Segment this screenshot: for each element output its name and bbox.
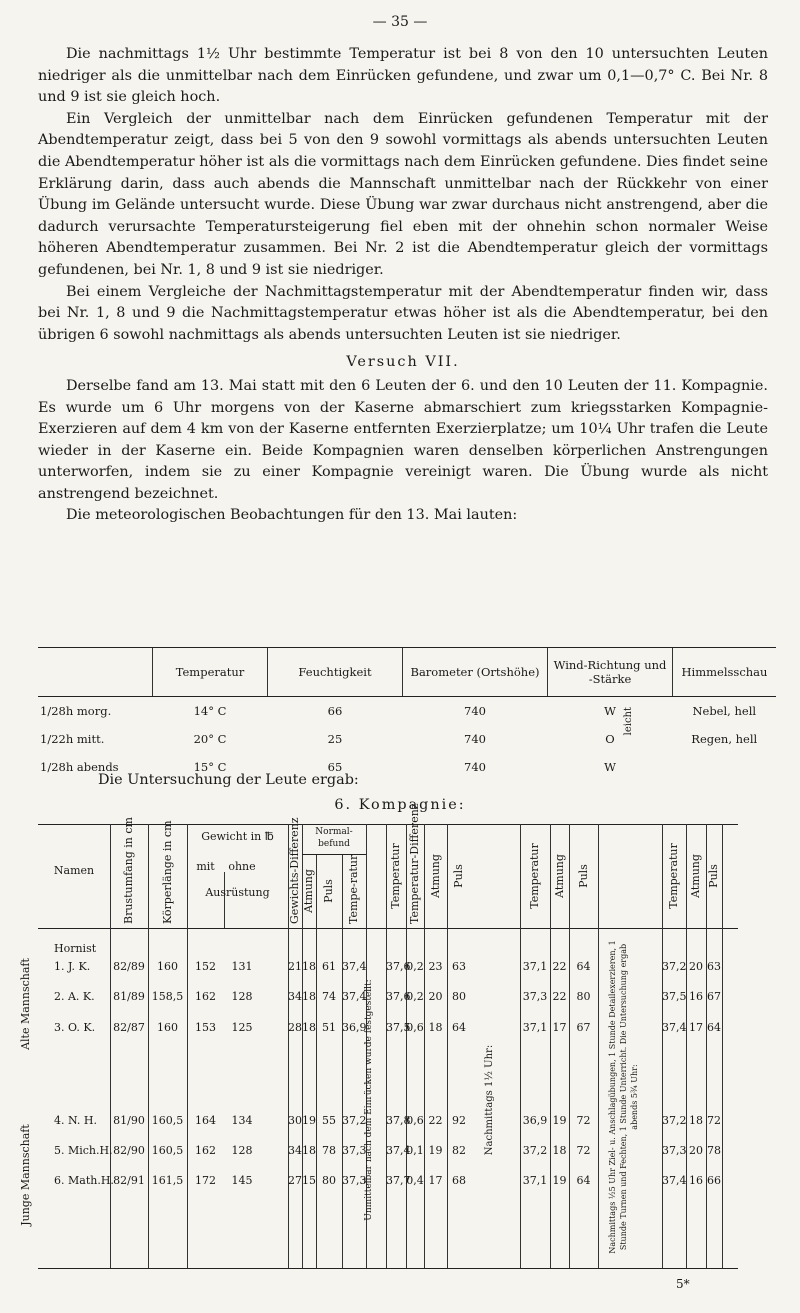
cell-n_pulse: 74	[322, 990, 336, 1003]
company-heading: 6. Kompagnie:	[334, 797, 466, 813]
rank-label: Hornist	[54, 942, 97, 955]
cell-m_pulse: 67	[576, 1021, 591, 1034]
paragraph: Die nachmittags 1½ Uhr bestimmte Temperatur ist bei 8 von den 10 untersuchten Leuten niedriger als die unmittelbar nach dem Einrücken gefundene, und zwar um 0,1—0,7° C. Bei Nr. 8 und 9 ist sie gleich hoch.	[38, 46, 768, 106]
cell-n_breath: 15	[302, 1174, 316, 1187]
cell-e_breath: 17	[689, 1021, 703, 1034]
header-weight-sub: Ausrüstung	[205, 886, 270, 899]
weather-row	[38, 725, 776, 753]
result-intro: Die Untersuchung der Leute ergab:	[98, 772, 359, 788]
weather-wind-dir: O	[605, 732, 615, 746]
cell-w_without: 131	[231, 960, 253, 973]
note-evening: Nachmittags ½5 Uhr Ziel- u. Anschlagübungen, 1 Stunde Detailexerzieren, 1 Stunde Turnen und Fechten, 1 Stunde Unterricht. Die Untersuchung ergab abends 5¾ Uhr:	[608, 940, 639, 1254]
header-after-diff: Temperatur-Differenz	[408, 803, 421, 924]
weather-time: 1/22h mitt.	[40, 732, 105, 746]
cell-m_pulse: 64	[576, 1174, 591, 1187]
cell-w_diff: 34	[288, 1144, 302, 1157]
cell-a_temp: 37,5	[386, 1021, 411, 1034]
weather-temp: 15° C	[193, 760, 227, 774]
cell-a_diff: 0,2	[406, 960, 424, 973]
weather-barometer: 740	[464, 760, 486, 774]
weather-sky: Nebel, hell	[692, 704, 757, 718]
cell-w_without: 134	[231, 1114, 253, 1127]
cell-e_breath: 20	[689, 1144, 703, 1157]
weather-header-wind: Wind-Richtung und -Stärke	[548, 648, 673, 697]
cell-w_with: 162	[195, 990, 216, 1003]
cell-height: 160,5	[151, 1144, 184, 1157]
cell-w_diff: 34	[288, 990, 302, 1003]
column-rule	[110, 824, 111, 1268]
cell-m_pulse: 64	[576, 960, 591, 973]
cell-a_pulse: 92	[452, 1114, 466, 1127]
cell-m_temp: 37,1	[522, 1174, 548, 1187]
cell-w_with: 153	[195, 1021, 216, 1034]
footer-mark: 5*	[676, 1277, 690, 1291]
cell-w_diff: 27	[288, 1174, 302, 1187]
header-after-breath: Atmung	[428, 854, 442, 898]
cell-chest: 82/87	[113, 1021, 145, 1034]
cell-e_temp: 37,5	[662, 990, 687, 1003]
header-mid-breath: Atmung	[552, 854, 566, 898]
column-rule	[342, 854, 343, 1268]
cell-a_breath: 18	[428, 1021, 443, 1034]
weather-sky	[673, 753, 777, 781]
weather-temp: 20° C	[193, 732, 227, 746]
weather-barometer: 740	[464, 704, 486, 718]
weather-header-blank	[38, 648, 153, 697]
header-height: Körperlänge in cm	[160, 820, 174, 924]
cell-a_diff: 0,4	[406, 1174, 424, 1187]
cell-a_temp: 37,6	[386, 960, 411, 973]
cell-w_without: 125	[231, 1021, 253, 1034]
section-heading: Versuch VII.	[346, 354, 460, 371]
cell-w_without: 128	[231, 990, 253, 1003]
cell-n_pulse: 78	[322, 1144, 336, 1157]
cell-m_temp: 37,2	[522, 1144, 548, 1157]
column-rule	[406, 824, 407, 1268]
column-rule	[722, 824, 723, 1268]
cell-a_temp: 37,6	[386, 990, 411, 1003]
header-eve-temp: Temperatur	[667, 843, 680, 909]
cell-a_pulse: 82	[452, 1144, 466, 1157]
note-afternoon: Nachmittags 1½ Uhr:	[483, 1044, 495, 1156]
cell-e_pulse: 64	[707, 1021, 721, 1034]
cell-w_diff: 30	[288, 1114, 302, 1127]
weather-temp: 14° C	[193, 704, 227, 718]
cell-a_breath: 23	[428, 960, 443, 973]
cell-e_pulse: 66	[707, 1174, 721, 1187]
cell-n_temp: 37,2	[342, 1114, 367, 1127]
cell-m_pulse: 80	[576, 990, 591, 1003]
person-name: 3. O. K.	[54, 1021, 96, 1034]
cell-m_breath: 22	[552, 960, 567, 973]
cell-e_temp: 37,2	[662, 1114, 687, 1127]
cell-a_diff: 0,1	[406, 1144, 424, 1157]
column-rule	[569, 824, 570, 1268]
cell-height: 161,5	[151, 1174, 184, 1187]
cell-a_pulse: 64	[452, 1021, 466, 1034]
cell-n_breath: 18	[302, 1144, 316, 1157]
header-weight: Gewicht in ℔	[201, 830, 274, 843]
header-weight-with: mit	[196, 860, 215, 873]
weather-time: 1/28h morg.	[40, 704, 112, 718]
cell-a_pulse: 68	[452, 1174, 466, 1187]
header-normal: Normal-befund	[315, 827, 353, 849]
header-chest: Brustumfang in cm	[122, 817, 135, 924]
column-rule	[447, 824, 448, 1268]
page-number: — 35 —	[372, 14, 428, 30]
weather-header-humidity: Feuchtigkeit	[268, 648, 403, 697]
body-text	[38, 44, 768, 527]
header-weight-diff: Gewichts-Differenz	[288, 817, 301, 924]
table-rule	[38, 928, 738, 929]
cell-n_temp: 37,4	[342, 960, 367, 973]
cell-m_temp: 37,3	[522, 990, 548, 1003]
cell-chest: 82/89	[113, 960, 145, 973]
header-eve-pulse: Puls	[707, 864, 720, 888]
cell-a_diff: 0,2	[406, 990, 424, 1003]
weather-row	[38, 697, 776, 726]
column-rule	[224, 872, 225, 928]
weather-humidity: 66	[327, 704, 343, 718]
group-label-old: Alte Mannschaft	[19, 958, 32, 1050]
header-normal-pulse: Puls	[322, 879, 335, 903]
cell-e_breath: 16	[689, 990, 703, 1003]
weather-humidity: 65	[327, 760, 343, 774]
header-eve-breath: Atmung	[689, 854, 702, 898]
note-after-return: Unmittelbar nach dem Einrücken wurde festgestellt:	[364, 979, 374, 1221]
cell-n_breath: 18	[302, 960, 316, 973]
cell-a_pulse: 63	[452, 960, 466, 973]
column-rule	[662, 824, 663, 1268]
cell-a_breath: 19	[428, 1144, 443, 1157]
weather-table	[38, 647, 776, 781]
cell-n_pulse: 61	[322, 960, 336, 973]
cell-w_with: 152	[195, 960, 216, 973]
cell-n_pulse: 80	[322, 1174, 336, 1187]
cell-e_temp: 37,4	[662, 1174, 687, 1187]
cell-e_temp: 37,2	[662, 960, 687, 973]
header-name: Namen	[53, 864, 95, 877]
cell-height: 158,5	[151, 990, 184, 1003]
cell-e_temp: 37,3	[662, 1144, 687, 1157]
weather-barometer: 740	[464, 732, 486, 746]
weather-time: 1/28h abends	[40, 760, 119, 774]
paragraph: Die meteorologischen Beobachtungen für den 13. Mai lauten:	[66, 507, 518, 524]
cell-height: 160	[157, 1021, 178, 1034]
cell-m_temp: 36,9	[522, 1114, 548, 1127]
cell-m_breath: 19	[552, 1174, 567, 1187]
column-rule	[520, 824, 521, 1268]
header-after-pulse: Puls	[452, 864, 465, 888]
header-after-temp: Temperatur	[389, 843, 402, 909]
cell-chest: 81/90	[113, 1114, 145, 1127]
group-label-young: Junge Mannschaft	[19, 1124, 32, 1226]
cell-chest: 81/89	[113, 990, 145, 1003]
header-mid-temp: Temperatur	[528, 843, 541, 909]
cell-n_pulse: 51	[322, 1021, 336, 1034]
cell-m_breath: 18	[552, 1144, 567, 1157]
cell-e_breath: 18	[689, 1114, 703, 1127]
cell-n_breath: 19	[302, 1114, 316, 1127]
cell-n_temp: 37,4	[342, 990, 367, 1003]
header-normal-temp: Tempe-ratur	[347, 854, 360, 924]
cell-n_breath: 18	[302, 1021, 316, 1034]
weather-header-sky: Himmelsschau	[673, 648, 777, 697]
cell-a_diff: 0,6	[406, 1021, 424, 1034]
cell-chest: 82/91	[113, 1174, 145, 1187]
cell-m_breath: 19	[552, 1114, 567, 1127]
cell-n_pulse: 55	[322, 1114, 336, 1127]
cell-w_without: 145	[231, 1174, 253, 1187]
cell-w_with: 162	[195, 1144, 216, 1157]
person-name: 6. Math.H.	[54, 1174, 114, 1187]
column-rule	[148, 824, 149, 1268]
cell-e_pulse: 72	[707, 1114, 721, 1127]
cell-w_diff: 21	[288, 960, 302, 973]
cell-w_with: 172	[195, 1174, 216, 1187]
cell-e_breath: 20	[689, 960, 703, 973]
cell-n_temp: 37,3	[342, 1144, 367, 1157]
cell-w_with: 164	[195, 1114, 216, 1127]
paragraph: Ein Vergleich der unmittelbar nach dem Einrücken gefundenen Temperatur mit der Abendtemperatur zeigt, dass bei 5 von den 9 sowohl vormittags als abends untersuchten Leuten die Abendtemperatur höher ist als die vormittags nach dem Einrücken gefundene. Dies findet seine Erklärung darin, dass auch abends die Mannschaft unmittelbar nach der Rückkehr von einer Übung im Gelände untersucht wurde. Diese Übung war zwar durchaus nicht anstrengend, aber die dadurch verursachte Temperatursteigerung fiel eben mit der ohnehin schon normaler Weise höheren Abendtemperatur zusammen. Bei Nr. 2 ist die Abendtemperatur gleich der vormittags gefundenen, bei Nr. 1, 8 und 9 ist sie niedriger.	[38, 110, 768, 278]
cell-n_temp: 36,9	[342, 1021, 367, 1034]
table-rule	[38, 824, 738, 825]
cell-n_breath: 18	[302, 990, 316, 1003]
cell-a_breath: 17	[428, 1174, 443, 1187]
cell-n_temp: 37,3	[342, 1174, 367, 1187]
cell-height: 160,5	[151, 1114, 184, 1127]
paragraph: Bei einem Vergleiche der Nachmittagstemperatur mit der Abendtemperatur finden wir, dass bei Nr. 1, 8 und 9 die Nachmittagstemperatur etwas höher ist als die Abendtemperatur, bei den übrigen 6 sowohl nachmittags als abends untersuchten Leuten ist sie niedriger.	[38, 283, 768, 343]
cell-m_pulse: 72	[576, 1114, 591, 1127]
column-rule	[598, 824, 599, 1268]
cell-chest: 82/90	[113, 1144, 145, 1157]
cell-a_pulse: 80	[452, 990, 466, 1003]
cell-a_diff: 0,6	[406, 1114, 424, 1127]
column-rule	[550, 824, 551, 1268]
cell-m_pulse: 72	[576, 1144, 591, 1157]
cell-e_pulse: 63	[707, 960, 721, 973]
weather-wind-dir: W	[604, 704, 616, 718]
header-normal-breath: Atmung	[302, 869, 315, 913]
cell-e_temp: 37,4	[662, 1021, 687, 1034]
cell-m_temp: 37,1	[522, 1021, 548, 1034]
header-weight-without: ohne	[228, 860, 256, 873]
person-name: 2. A. K.	[54, 990, 95, 1003]
cell-a_breath: 22	[428, 1114, 443, 1127]
person-name: 5. Mich.H.	[54, 1144, 113, 1157]
column-rule	[686, 824, 687, 1268]
weather-humidity: 25	[327, 732, 343, 746]
cell-e_breath: 16	[689, 1174, 703, 1187]
cell-m_breath: 22	[552, 990, 567, 1003]
cell-e_pulse: 67	[707, 990, 721, 1003]
wind-strength-label: leicht	[622, 707, 634, 736]
cell-w_without: 128	[231, 1144, 253, 1157]
cell-a_breath: 20	[428, 990, 443, 1003]
cell-m_temp: 37,1	[522, 960, 548, 973]
column-rule	[424, 824, 425, 1268]
weather-wind-dir: W	[604, 760, 616, 774]
person-name: 4. N. H.	[54, 1114, 97, 1127]
table-rule	[38, 1268, 738, 1269]
cell-m_breath: 17	[552, 1021, 567, 1034]
cell-a_temp: 37,7	[386, 1174, 411, 1187]
weather-header-barometer: Barometer (Ortshöhe)	[403, 648, 548, 697]
cell-e_pulse: 78	[707, 1144, 721, 1157]
person-name: 1. J. K.	[54, 960, 91, 973]
header-mid-pulse: Puls	[576, 864, 590, 888]
cell-w_diff: 28	[288, 1021, 302, 1034]
weather-header-temp: Temperatur	[153, 648, 268, 697]
cell-a_temp: 37,4	[386, 1144, 411, 1157]
cell-a_temp: 37,8	[386, 1114, 411, 1127]
paragraph: Derselbe fand am 13. Mai statt mit den 6 Leuten der 6. und den 10 Leuten der 11. Kompagnie. Es wurde um 6 Uhr morgens von der Kaserne abmarschiert zum kriegsstarken Kompagnie-Exerzieren auf dem 4 km von der Kaserne entfernten Exerzierplatze; um 10¼ Uhr trafen die Leute wieder in der Kaserne ein. Beide Kompagnien waren denselben körperlichen Anstrengungen unterworfen, indem sie zu einer Kompagnie vereinigt waren. Die Übung wurde als nicht anstrengend bezeichnet.	[38, 377, 768, 502]
column-rule	[316, 854, 317, 1268]
cell-height: 160	[157, 960, 178, 973]
weather-wind	[548, 697, 673, 736]
weather-sky: Regen, hell	[691, 732, 758, 746]
